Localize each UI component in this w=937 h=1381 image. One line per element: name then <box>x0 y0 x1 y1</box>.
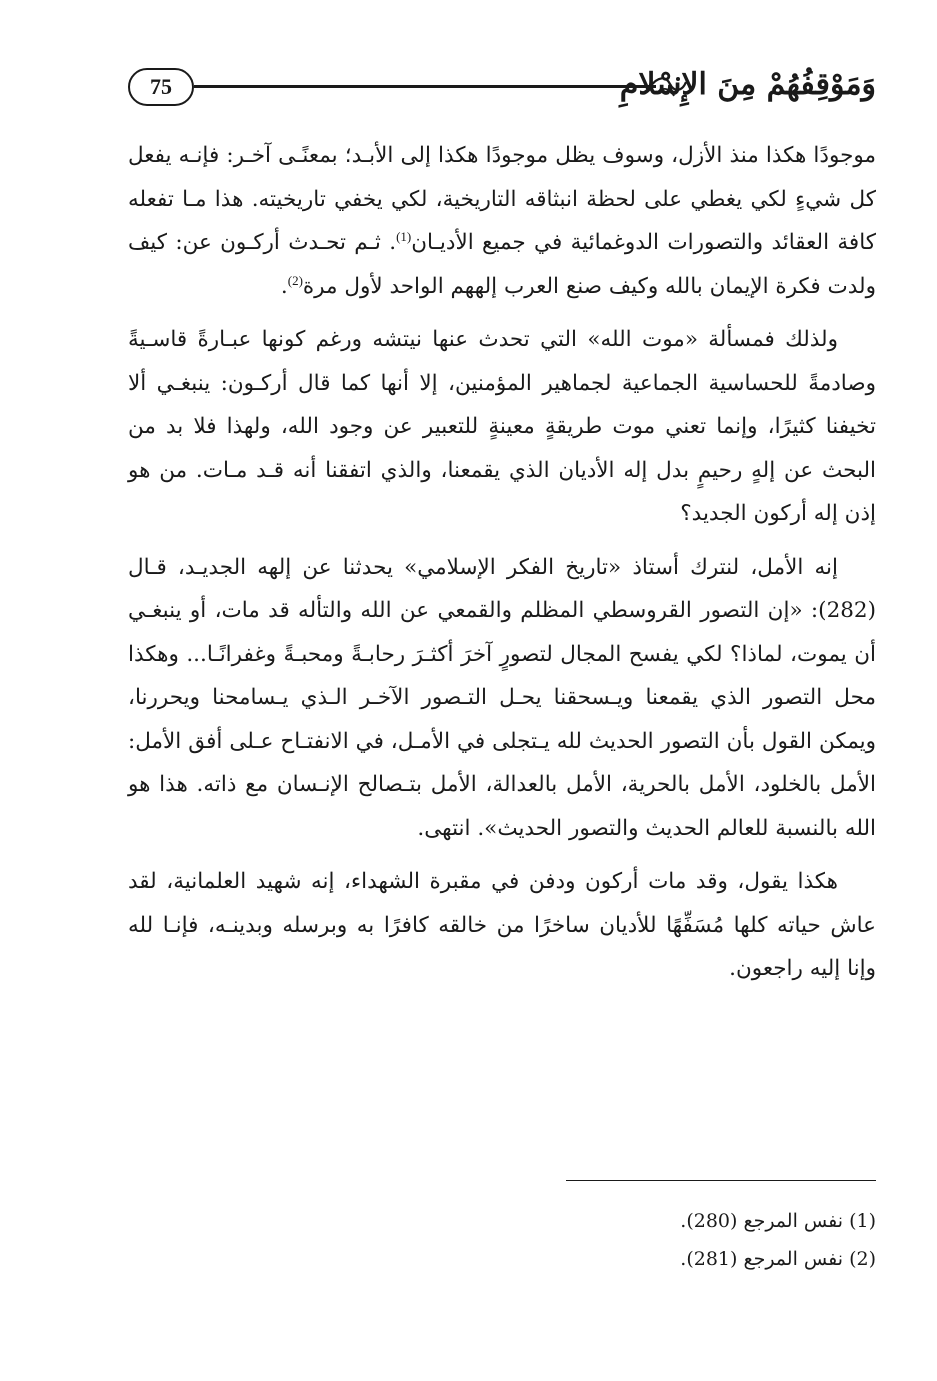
paragraph-1 <box>128 134 876 308</box>
footnote-separator <box>566 1180 876 1181</box>
header-rule <box>194 85 656 88</box>
page-header <box>128 62 876 118</box>
page-number: 75 <box>128 68 194 106</box>
footnote-ref-2: (2) <box>287 272 303 288</box>
footnotes <box>376 1202 876 1278</box>
paragraph-1-text: موجودًا هكذا منذ الأزل، وسوف يظل موجودًا هكذا إلى الأبـد؛ بمعنًـى آخـر: فإنـه يفعل كل شيءٍ لكي يغطي على لحظة انبثاقه التاريخية، لكي يخفي تاريخيته. هذا مـا تفعله كافة العقائد والتصورات الدوغمائية في جميع الأديـان <box>128 143 876 255</box>
footnote-1: (1) نفس المرجع (280). <box>680 1210 876 1232</box>
running-title: وَمَوْقِفُهُمْ مِنَ الإِسْلامِ <box>619 67 876 102</box>
paragraph-4: هكذا يقول، وقد مات أركون ودفن في مقبرة الشهداء، إنه شهيد العلمانية، لقد عاش حياته كلها مُسَفِّهًا للأديان ساخرًا من خالقه كافرًا به وبرسله وبدينـه، فإنـا لله وإنا إليه راجعون. <box>128 869 876 981</box>
paragraph-3: إنه الأمل، لنترك أستاذ «تاريخ الفكر الإسلامي» يحدثنا عن إلهه الجديـد، قـال (282): «إن التصور القروسطي المظلم والقمعي عن الله والتأله قد مات، أو ينبغـي أن يموت، لماذا؟ لكي يفسح المجال لتصورٍ آخرَ أكثـرَ رحابـةً ومحبـةً وغفرانًـا... وهكذا محل التصور الذي يقمعنا ويـسحقنا يحـل التـصور الآخـر الـذي يـسامحنا ويحررنا، ويمكن القول بأن التصور الحديث لله يـتجلى في الأمـل، في الانفتـاح عـلى أفق الأمل: الأمل بالخلود، الأمل بالحرية، الأمل بالعدالة، الأمل بتـصالح الإنـسان مع ذاته. هذا هو الله بالنسبة للعالم الحديث والتصور الحديث». انتهى. <box>128 554 876 841</box>
footnote-2: (2) نفس المرجع (281). <box>680 1248 876 1270</box>
paragraph-2: ولذلك فمسألة «موت الله» التي تحدث عنها نيتشه ورغم كونها عبـارةً قاسـيةً وصادمةً للحساسية الجماعية لجماهير المؤمنين، إلا أنها كما قال أركـون: ينبغـي ألا تخيفنا كثيرًا، وإنما تعني موت طريقةٍ معينةٍ للتعبير عن وجود الله، ولهذا فلا بد من البحث عن إلهٍ رحيمٍ بدل إله الأديان الذي يقمعنا، والذي اتفقنا أنه قـد مـات. من هو إذن إله أركون الجديد؟ <box>128 327 876 526</box>
footnote-ref-1: (1) <box>396 228 412 244</box>
paragraph-1-continued: . ثـم تحـدث أركـون عن: كيف ولدت فكرة الإيمان بالله وكيف صنع العرب إلههم الواحد لأول مرة <box>128 230 876 299</box>
body-text <box>128 134 876 1001</box>
paragraph-1-end: . <box>280 273 288 299</box>
